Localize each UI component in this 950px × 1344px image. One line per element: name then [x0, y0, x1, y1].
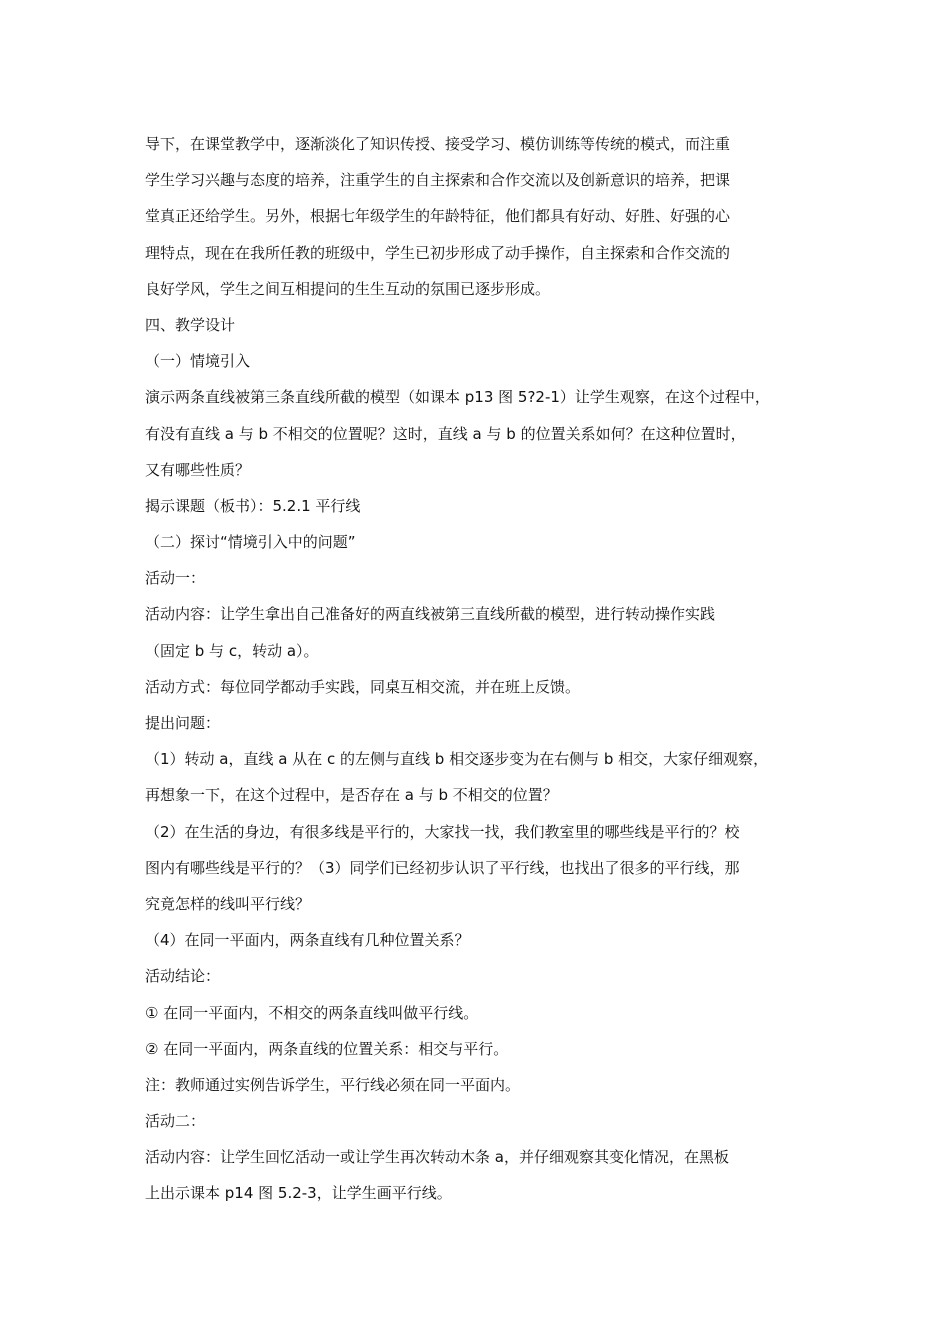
text-line: 再想象一下，在这个过程中，是否存在 a 与 b 不相交的位置？: [145, 786, 558, 805]
text-line: （2）在生活的身边，有很多线是平行的，大家找一找，我们教室里的哪些线是平行的？校: [145, 822, 740, 841]
text-line: 究竟怎样的线叫平行线？: [145, 894, 311, 913]
text-line: 提出问题：: [145, 714, 221, 732]
text-line: （固定 b 与 c，转动 a）。: [145, 641, 319, 660]
text-line: 揭示课题（板书）：5.2.1 平行线: [145, 496, 361, 515]
activity-heading: 活动二：: [145, 1112, 206, 1131]
text-line: 活动方式：每位同学都动手实践，同桌互相交流，并在班上反馈。: [145, 677, 581, 696]
section-heading: 四、教学设计: [145, 315, 236, 334]
subsection-heading: （一）情境引入: [145, 352, 251, 371]
text-line: 又有哪些性质？: [145, 460, 251, 479]
text-line: 学生学习兴趣与态度的培养，注重学生的自主探索和合作交流以及创新意识的培养，把课: [145, 171, 731, 190]
text-line: 图内有哪些线是平行的？（3）同学们已经初步认识了平行线，也找出了很多的平行线，那: [145, 858, 740, 877]
text-line: 活动内容：让学生回忆活动一或让学生再次转动木条 a，并仔细观察其变化情况，在黑板: [145, 1148, 729, 1167]
text-line: 注：教师通过实例告诉学生，平行线必须在同一平面内。: [145, 1075, 521, 1094]
text-line: 良好学风，学生之间互相提问的生生互动的氛围已逐步形成。: [145, 279, 551, 298]
text-line: 理特点，现在在我所任教的班级中，学生已初步形成了动手操作，自主探索和合作交流的: [145, 243, 731, 262]
text-line: 活动结论：: [145, 967, 221, 986]
text-line: 上出示课本 p14 图 5.2-3，让学生画平行线。: [145, 1184, 452, 1203]
text-line: 堂真正还给学生。另外，根据七年级学生的年龄特征，他们都具有好动、好胜、好强的心: [145, 207, 731, 226]
text-line: 有没有直线 a 与 b 不相交的位置呢？这时，直线 a 与 b 的位置关系如何？在这种位置时，: [145, 424, 746, 443]
document-page: [145, 126, 825, 1212]
list-item: ② 在同一平面内，两条直线的位置关系：相交与平行。: [145, 1039, 509, 1058]
list-item: ① 在同一平面内，不相交的两条直线叫做平行线。: [145, 1003, 479, 1022]
subsection-heading: （二）探讨“情境引入中的问题”: [145, 533, 356, 552]
activity-heading: 活动一：: [145, 569, 206, 588]
text-line: 活动内容：让学生拿出自己准备好的两直线被第三直线所截的模型，进行转动操作实践: [145, 605, 716, 624]
text-line: （4）在同一平面内，两条直线有几种位置关系？: [145, 931, 470, 950]
text-line: （1）转动 a，直线 a 从在 c 的左侧与直线 b 相交逐步变为在右侧与 b 相交，大家仔细观察，: [145, 750, 769, 769]
text-line: 导下，在课堂教学中，逐渐淡化了知识传授、接受学习、模仿训练等传统的模式，而注重: [145, 135, 731, 153]
text-line: 演示两条直线被第三条直线所截的模型（如课本 p13 图 5?2-1）让学生观察，在这个过程中，: [145, 388, 770, 407]
